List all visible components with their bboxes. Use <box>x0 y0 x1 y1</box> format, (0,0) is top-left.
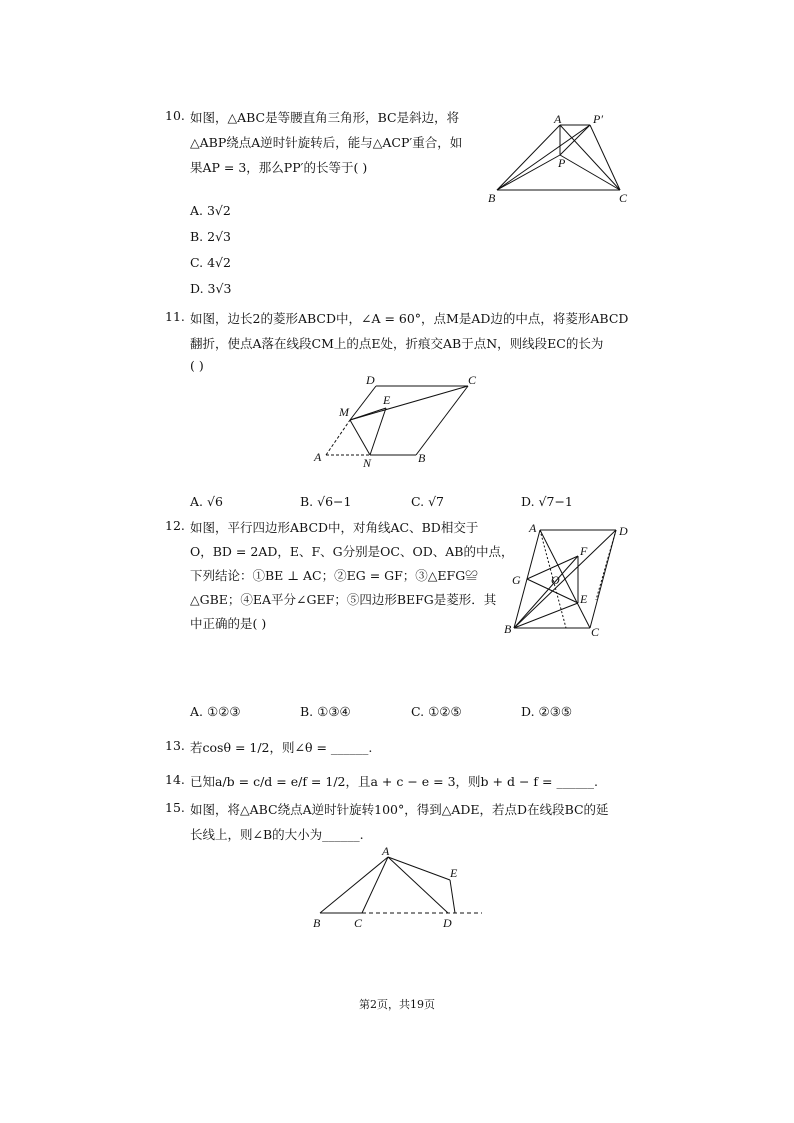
q12-label-d: D <box>619 524 628 538</box>
q12-label-e: E <box>580 592 588 606</box>
q14-text: 已知a/b = c/d = e/f = 1/2，且a + c − e = 3，则b + d − f = ______. <box>190 774 598 789</box>
q10-option-a: A. 3√2 <box>190 203 231 218</box>
q11-label-n: N <box>363 456 372 470</box>
q10-line1: 如图，△ABC是等腰直角三角形，BC是斜边，将 <box>190 110 460 125</box>
q12-label-a: A <box>529 521 537 535</box>
q12-line3: 下列结论：①BE ⊥ AC；②EG = GF；③△EFG≌ <box>190 568 478 583</box>
q10-label-p: P <box>558 156 566 170</box>
q12-label-b: B <box>504 622 512 636</box>
q10-number: 10. <box>165 108 185 123</box>
q15-label-d: D <box>443 916 452 930</box>
q12-line1: 如图，平行四边形ABCD中，对角线AC、BD相交于 <box>190 520 479 535</box>
q10-label-p-prime: P′ <box>593 112 603 126</box>
q11-option-c: C. √7 <box>411 494 444 509</box>
q10-label-c: C <box>619 191 628 205</box>
q10-label-b: B <box>488 191 496 205</box>
q15-label-c: C <box>354 916 363 930</box>
q11-label-b: B <box>418 451 426 465</box>
q12-label-o: O <box>551 573 560 587</box>
q11-number: 11. <box>165 309 185 324</box>
q12-number: 12. <box>165 518 185 533</box>
q13-text: 若cosθ = 1/2，则∠θ = ______. <box>190 740 373 755</box>
q11-label-e: E <box>383 393 391 407</box>
q12-label-c: C <box>591 625 600 639</box>
q11-option-b: B. √6−1 <box>300 494 352 509</box>
q10-option-b: B. 2√3 <box>190 229 232 244</box>
q15-label-b: B <box>313 916 321 930</box>
q10-line3: 果AP = 3，那么PP′的长等于( ) <box>190 160 368 175</box>
q10-option-c: C. 4√2 <box>190 255 231 270</box>
q15-label-a: A <box>382 844 390 858</box>
q12-option-c: C. ①②⑤ <box>411 704 462 719</box>
q11-label-c: C <box>468 373 477 387</box>
q11-label-m: M <box>339 405 349 419</box>
q12-line4: △GBE；④EA平分∠GEF；⑤四边形BEFG是菱形．其 <box>190 592 497 607</box>
q11-label-d: D <box>366 373 375 387</box>
q11-label-a: A <box>314 450 322 464</box>
q12-label-g: G <box>512 573 521 587</box>
q14-number: 14. <box>165 772 185 787</box>
q15-line2: 长线上，则∠B的大小为______. <box>190 827 364 842</box>
q15-label-e: E <box>450 866 458 880</box>
q10-line2: △ABP绕点A逆时针旋转后，能与△ACP′重合，如 <box>190 135 463 150</box>
q12-line5: 中正确的是( ) <box>190 616 267 631</box>
q11-line2: 翻折，使点A落在线段CM上的点E处，折痕交AB于点N，则线段EC的长为 <box>190 336 604 351</box>
q11-option-a: A. √6 <box>190 494 223 509</box>
q15-line1: 如图，将△ABC绕点A逆时针旋转100°，得到△ADE，若点D在线段BC的延 <box>190 802 609 817</box>
q12-label-f: F <box>580 544 588 558</box>
q12-line2: O，BD = 2AD，E、F、G分别是OC、OD、AB的中点， <box>190 544 514 559</box>
q10-option-d: D. 3√3 <box>190 281 232 296</box>
q12-option-b: B. ①③④ <box>300 704 351 719</box>
q15-number: 15. <box>165 800 185 815</box>
q13-number: 13. <box>165 738 185 753</box>
page-footer: 第2页，共19页 <box>359 998 435 1011</box>
q10-label-a: A <box>554 112 562 126</box>
q12-option-a: A. ①②③ <box>190 704 241 719</box>
q12-option-d: D. ②③⑤ <box>521 704 573 719</box>
q11-line3: ( ) <box>190 358 204 373</box>
q11-option-d: D. √7−1 <box>521 494 573 509</box>
q11-line1: 如图，边长2的菱形ABCD中，∠A = 60°，点M是AD边的中点，将菱形ABCD <box>190 311 629 326</box>
